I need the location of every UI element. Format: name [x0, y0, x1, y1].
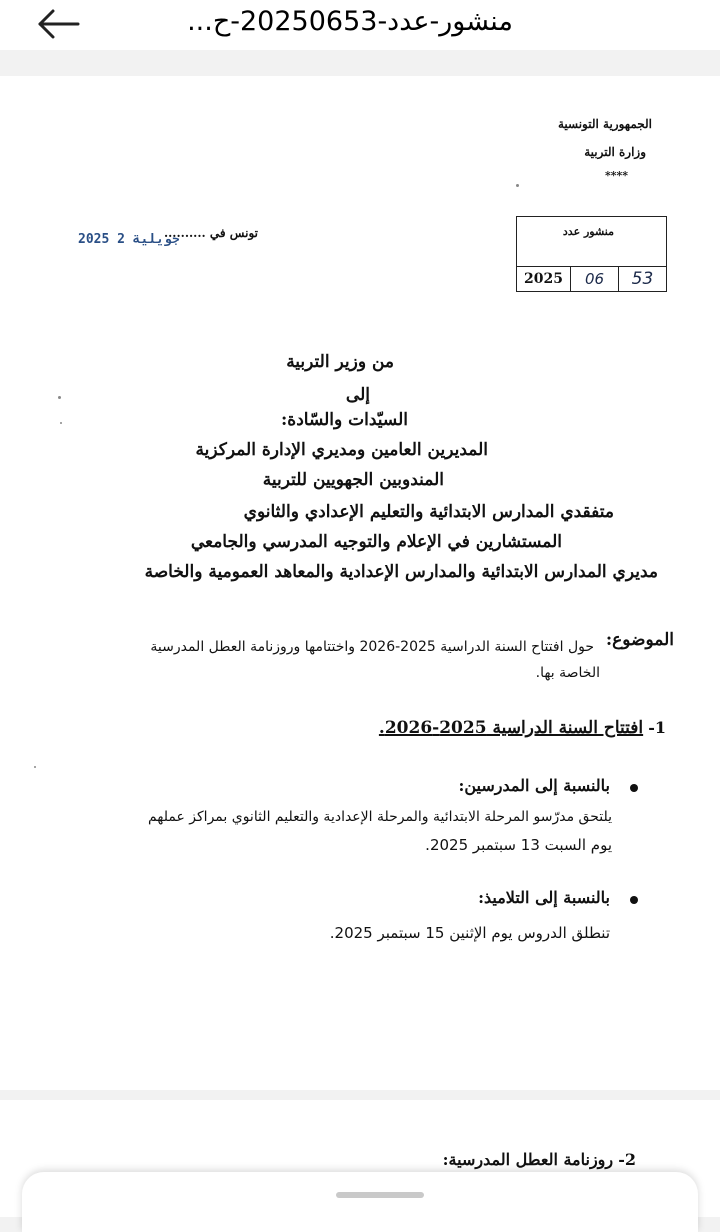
letterhead-ministry: وزارة التربية — [584, 145, 646, 159]
scan-speck — [60, 422, 62, 424]
subject-text-line1: حول افتتاح السنة الدراسية 2025-2026 واختتامها وروزنامة العطل المدرسية — [150, 639, 594, 655]
recipient-line: المستشارين في الإعلام والتوجيه المدرسي والجامعي — [190, 532, 562, 552]
circular-number: 53 — [631, 269, 654, 289]
letterhead-stars: **** — [604, 169, 628, 182]
circular-year: 2025 — [517, 267, 571, 291]
subject-label: الموضوع: — [605, 630, 674, 650]
scan-speck — [516, 184, 519, 187]
section-number: 2- — [618, 1150, 636, 1169]
document-title: منشور-عدد-20250653-ح... — [187, 6, 513, 37]
bottom-sheet[interactable] — [22, 1172, 698, 1232]
circular-number-label: منشور عدد — [562, 225, 614, 238]
top-app-bar — [0, 0, 720, 50]
letterhead-republic: الجمهورية التونسية — [557, 117, 652, 131]
section-title: افتتاح السنة الدراسية 2025-2026. — [378, 718, 644, 738]
bullet-text-teachers-line2: يوم السبت 13 سبتمبر 2025. — [425, 836, 612, 854]
circular-number-row — [517, 266, 666, 291]
sender-line: من وزير التربية — [286, 352, 394, 372]
recipient-line: متفقدي المدارس الابتدائية والتعليم الإعدادي والثانوي — [243, 502, 614, 522]
date-label: تونس في .......... — [163, 226, 258, 240]
section-1-heading — [379, 718, 666, 738]
circular-number-box — [516, 216, 667, 292]
section-number: 1- — [648, 718, 666, 737]
salutation-line: السيّدات والسّادة: — [281, 410, 408, 430]
document-page-1 — [0, 76, 720, 1090]
to-line: إلى — [345, 385, 370, 405]
section-title: روزنامة العطل المدرسية: — [442, 1150, 614, 1169]
recipient-line: مديري المدارس الابتدائية والمدارس الإعدادية والمعاهد العمومية والخاصة — [144, 562, 658, 582]
back-button[interactable] — [30, 2, 86, 46]
bullet-title-teachers: بالنسبة إلى المدرسين: — [458, 776, 610, 795]
bullet-text-students: تنطلق الدروس يوم الإثنين 15 سبتمبر 2025. — [329, 924, 610, 942]
bullet-icon — [630, 784, 638, 792]
bullet-title-students: بالنسبة إلى التلاميذ: — [478, 888, 610, 907]
date-stamp: 2025 جويلية 2 — [78, 232, 180, 247]
arrow-left-icon — [36, 9, 80, 39]
recipient-line: المديرين العامين ومديري الإدارة المركزية — [195, 440, 488, 460]
circular-month: 06 — [571, 267, 619, 291]
recipient-line: المندوبين الجهويين للتربية — [262, 470, 444, 490]
date-line — [78, 226, 258, 250]
section-2-heading — [443, 1150, 636, 1169]
scan-speck — [34, 766, 36, 768]
bullet-icon — [630, 896, 638, 904]
drag-handle[interactable] — [336, 1192, 424, 1198]
scan-speck — [58, 396, 61, 399]
bullet-text-teachers-line1: يلتحق مدرّسو المرحلة الابتدائية والمرحلة الإعدادية والتعليم الثانوي بمراكز عملهم — [147, 809, 612, 825]
subject-text-line2: الخاصة بها. — [535, 665, 600, 681]
